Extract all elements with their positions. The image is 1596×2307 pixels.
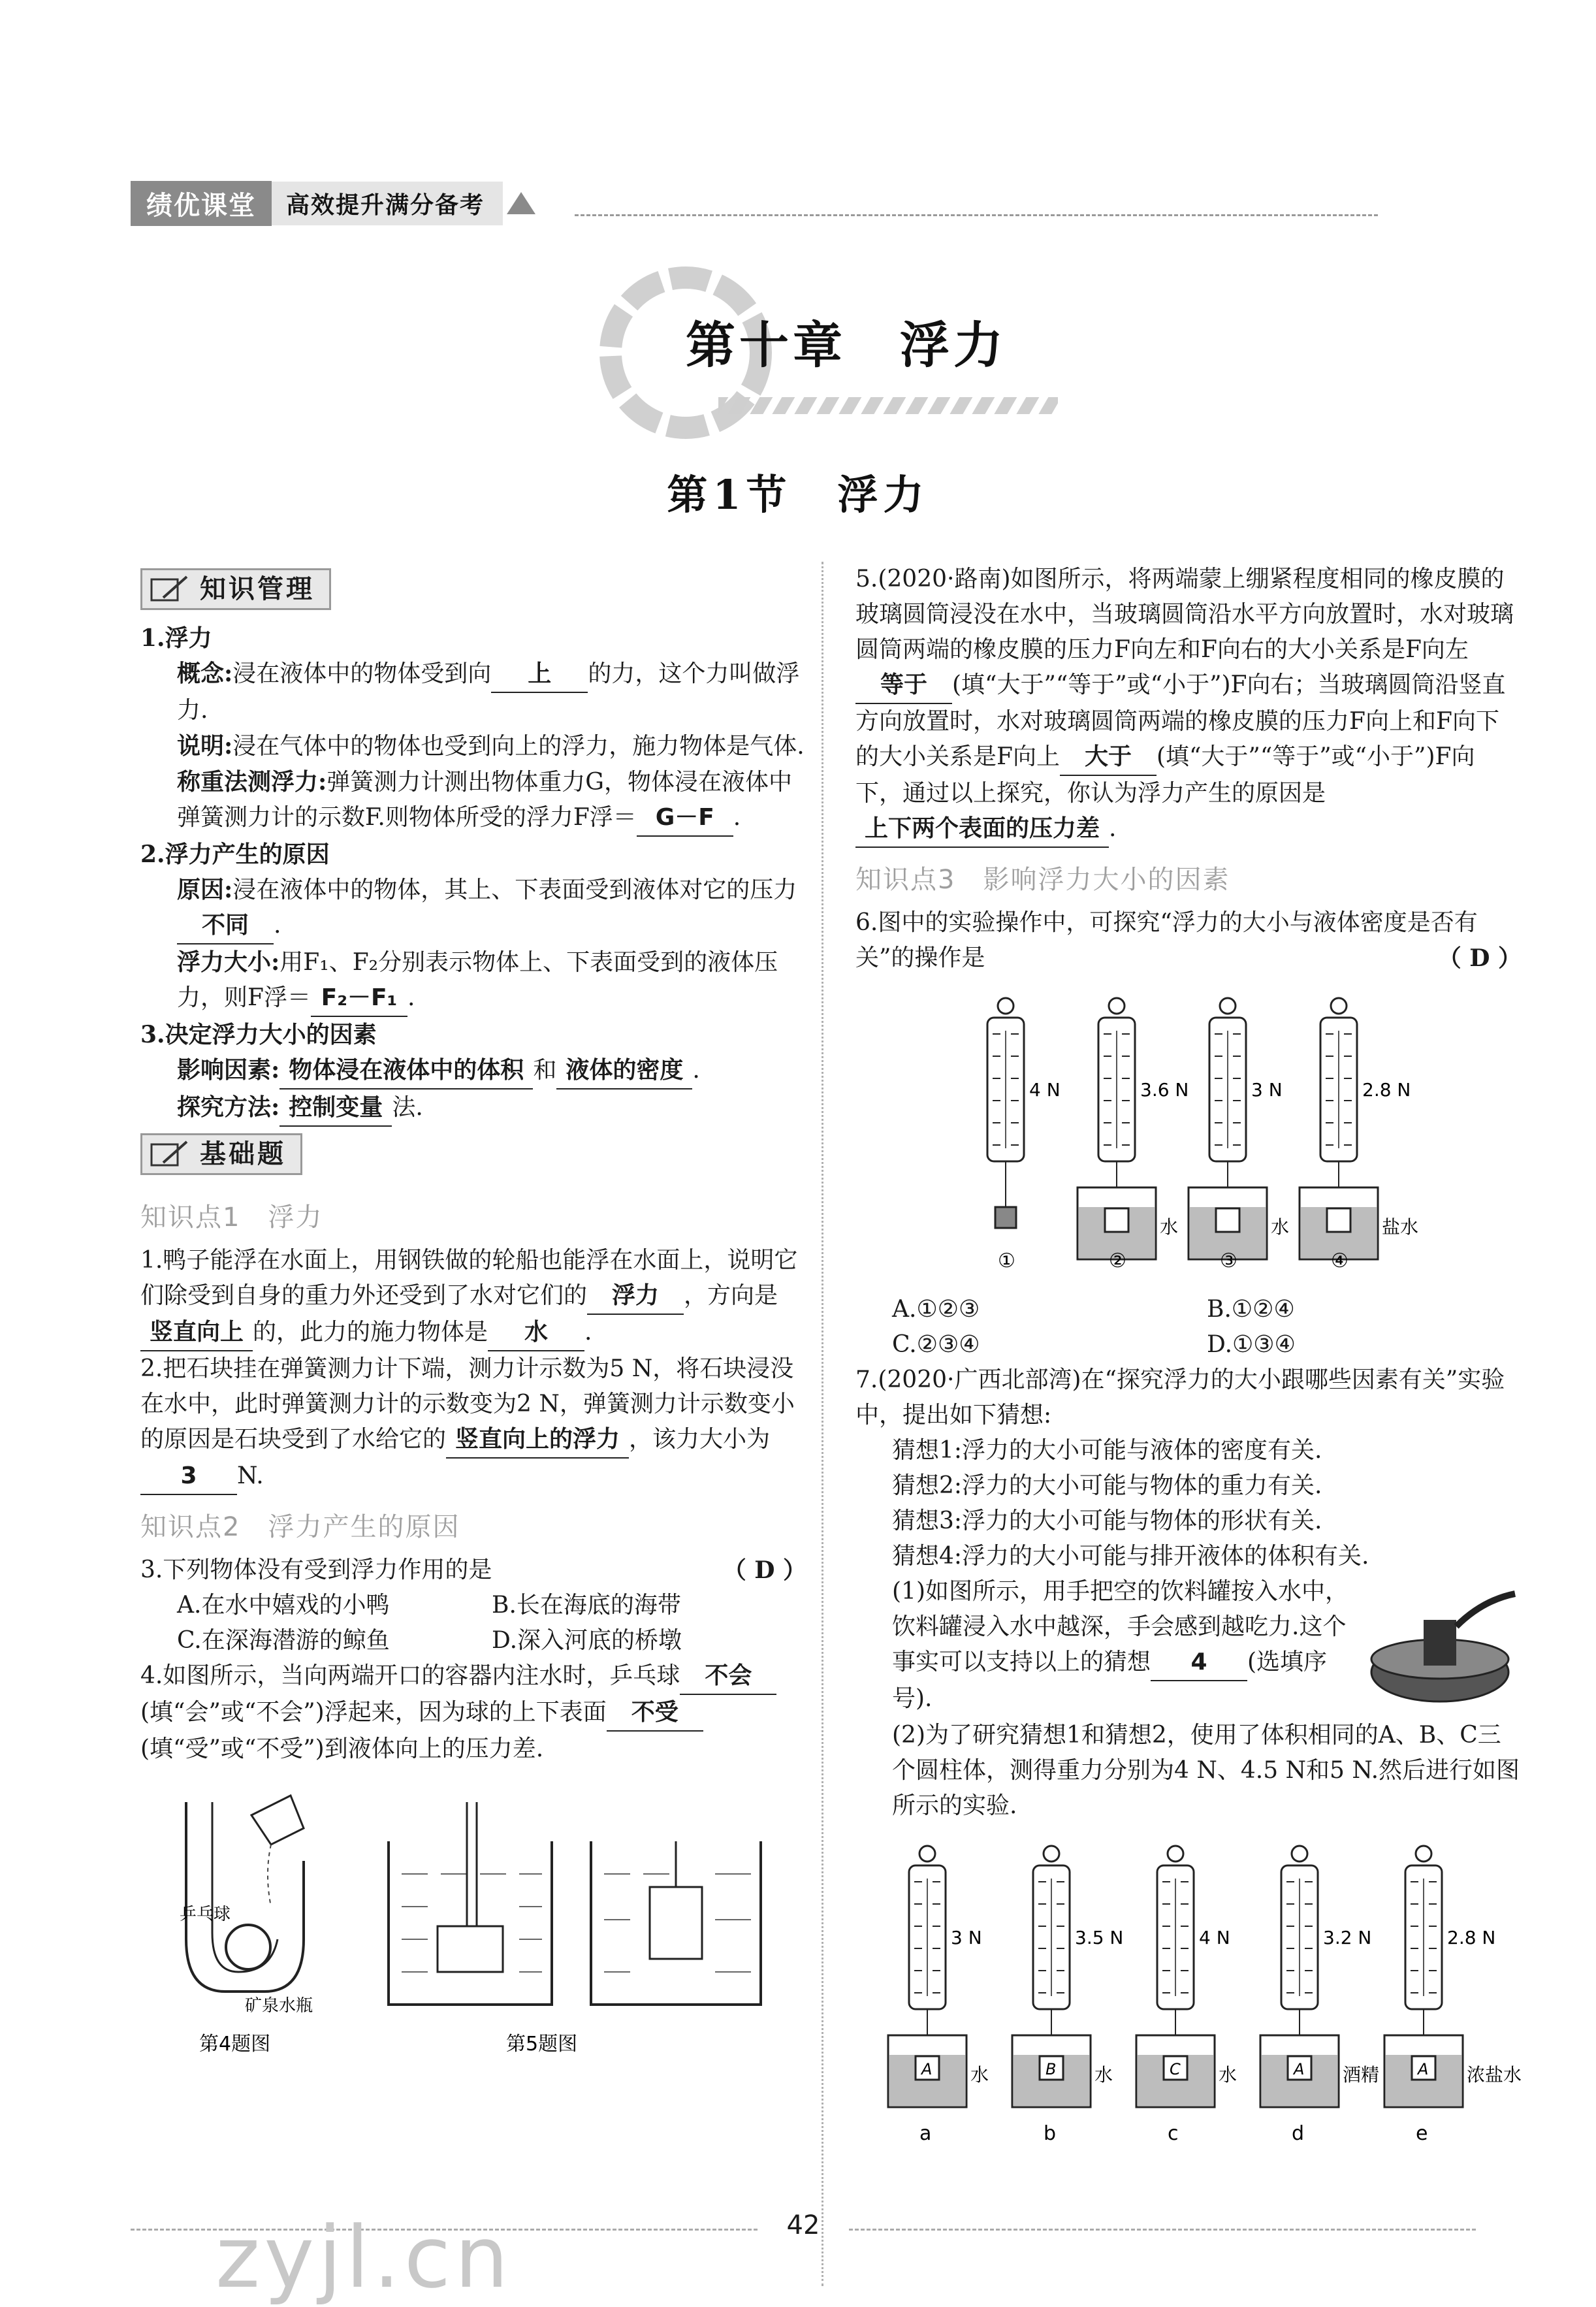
chapter-title: 第十章 浮力 bbox=[686, 316, 1007, 374]
k2-size bbox=[140, 944, 806, 1017]
scale-hook-icon bbox=[1331, 998, 1347, 1014]
figure-5-caption: 第5题图 bbox=[506, 2033, 578, 2056]
scale-reading: 2.8 N bbox=[1447, 1927, 1496, 1948]
question-4 bbox=[140, 1658, 806, 1767]
basic-questions-label: 基础题 bbox=[200, 1139, 286, 1169]
scale-hook-icon bbox=[1220, 998, 1236, 1014]
factor-mid: 和 bbox=[533, 1057, 557, 1084]
note-label: 说明: bbox=[177, 732, 233, 760]
option-b: B.长在海底的海带 bbox=[492, 1592, 681, 1619]
section-title: 第1节 浮力 bbox=[667, 471, 929, 519]
column-divider bbox=[822, 562, 823, 2286]
setup-label: c bbox=[1168, 2122, 1179, 2145]
q2-text: ，该力大小为 bbox=[629, 1426, 771, 1453]
answer-blank: 物体浸在液体中的体积 bbox=[279, 1053, 533, 1089]
q3-options bbox=[140, 1588, 806, 1658]
scale-hook-icon bbox=[1044, 1846, 1059, 1862]
page-number: 42 bbox=[786, 2210, 820, 2240]
method-label: 探究方法: bbox=[177, 1093, 280, 1121]
q1-text: ，方向是 bbox=[684, 1282, 778, 1309]
figure-7-svg bbox=[855, 1833, 1522, 2159]
scale-hook-icon bbox=[1292, 1846, 1307, 1862]
block-label: A bbox=[1294, 2060, 1305, 2078]
q6-spring-scales bbox=[987, 998, 1418, 1272]
setup-label: ③ bbox=[1220, 1250, 1237, 1272]
scale-reading: 3.2 N bbox=[1323, 1927, 1372, 1948]
k2-cause bbox=[140, 872, 806, 944]
method-end: 法. bbox=[392, 1094, 423, 1121]
factor-end: . bbox=[692, 1057, 700, 1084]
scale-reading: 3 N bbox=[1251, 1079, 1283, 1101]
option-a: A.①②③ bbox=[892, 1296, 980, 1323]
series-tagline: 高效提升满分备考 bbox=[272, 182, 503, 225]
pen-notebook-icon bbox=[149, 1139, 191, 1169]
q5-text: (填“大于”“等于”或“小于”)F向下，通过以上探究，你认为浮力产生的原因是 bbox=[855, 743, 1475, 807]
bottle-label: 矿泉水瓶 bbox=[245, 1996, 313, 2016]
ball-label: 乒乓球 bbox=[180, 1905, 231, 1924]
q5-end: . bbox=[1109, 815, 1117, 842]
concept-text-end: 的力，这个力叫做浮力. bbox=[177, 660, 800, 724]
answer-blank: 不受 bbox=[607, 1695, 703, 1732]
q3-answer: （ D ） bbox=[722, 1557, 806, 1584]
size-text: 用F₁、F₂分别表示物体上、下表面受到的液体压力，则F浮＝ bbox=[177, 949, 778, 1011]
q1-text: 1.鸭子能浮在水面上，用钢铁做的轮船也能浮在水面上，说明它们除受到自身的重力外还受到了水对它们的 bbox=[140, 1247, 798, 1309]
option-d: D.①③④ bbox=[1207, 1331, 1296, 1358]
setup-label: ② bbox=[1109, 1250, 1126, 1272]
setup-label: b bbox=[1044, 2122, 1057, 2145]
stripe-decoration-icon bbox=[718, 392, 1058, 418]
q2-end: N. bbox=[237, 1462, 264, 1489]
factor-label: 影响因素: bbox=[177, 1056, 280, 1084]
cause-end: . bbox=[274, 912, 281, 939]
q7-p1-end: (选填序号). bbox=[892, 1649, 1328, 1712]
answer-blank: 竖直向上的浮力 bbox=[446, 1422, 629, 1459]
setup-label: a bbox=[919, 2122, 932, 2145]
liquid-label: 水 bbox=[1094, 2064, 1113, 2086]
weigh-label: 称重法测浮力: bbox=[177, 768, 327, 796]
q4-text: (填“会”或“不会”)浮起来，因为球的上下表面 bbox=[140, 1699, 607, 1726]
cause-label: 原因: bbox=[177, 876, 233, 903]
option-d: D.深入河底的桥墩 bbox=[492, 1627, 682, 1654]
k1-weigh bbox=[140, 764, 806, 837]
block-label: A bbox=[921, 2060, 933, 2078]
header-rule bbox=[575, 214, 1378, 216]
figure-6-svg bbox=[855, 985, 1508, 1272]
answer-blank: 水 bbox=[488, 1315, 584, 1351]
k1-note bbox=[140, 728, 806, 764]
question-2 bbox=[140, 1351, 806, 1495]
series-name: 绩优课堂 bbox=[131, 181, 272, 226]
knowledge-point-2: 知识点2 浮力产生的原因 bbox=[140, 1512, 460, 1542]
q4-text: 4.如图所示，当向两端开口的容器内注水时，乒乓球 bbox=[140, 1662, 680, 1689]
q6-stem: 6.图中的实验操作中，可探究“浮力的大小与液体密度是否有关”的操作是 bbox=[855, 909, 1478, 971]
answer-blank: 控制变量 bbox=[279, 1090, 392, 1127]
size-label: 浮力大小: bbox=[177, 948, 280, 976]
scale-hook-icon bbox=[1416, 1846, 1431, 1862]
knowledge-point-3: 知识点3 影响浮力大小的因素 bbox=[855, 865, 1230, 895]
header-banner bbox=[131, 182, 535, 225]
liquid-label: 水 bbox=[1160, 1216, 1179, 1238]
weigh-text: 弹簧测力计测出物体重力G，物体浸在液体中弹簧测力计的示数F.则物体所受的浮力F浮＝ bbox=[177, 769, 793, 831]
scale-reading: 4 N bbox=[1029, 1079, 1061, 1101]
answer-blank: F₂－F₁ bbox=[311, 980, 407, 1017]
figure-4-caption: 第4题图 bbox=[199, 2033, 271, 2056]
watermark: zyjl.cn bbox=[215, 2208, 513, 2307]
q7-part2: (2)为了研究猜想1和猜想2，使用了体积相同的A、B、C三个圆柱体，测得重力分别为4 N、4.5 N和5 N.然后进行如图所示的实验. bbox=[892, 1722, 1520, 1819]
k2-title: 2.浮力产生的原因 bbox=[140, 841, 330, 868]
q6-options bbox=[855, 1292, 1522, 1363]
answer-blank: 浮力 bbox=[587, 1278, 684, 1315]
guess-1: 猜想1:浮力的大小可能与液体的密度有关. bbox=[892, 1437, 1322, 1464]
q4-end: (填“受”或“不受”)到液体向上的压力差. bbox=[140, 1735, 544, 1762]
q5-text: (填“大于”“等于”或“小于”)F向右；当玻璃圆筒沿竖直方向放置时，水对玻璃圆筒两端的橡皮膜的压力F向上和F向下的大小关系是F向上 bbox=[855, 671, 1506, 770]
liquid-label: 水 bbox=[1271, 1216, 1290, 1238]
block-label: C bbox=[1170, 2060, 1181, 2078]
left-column bbox=[140, 562, 806, 2076]
answer-blank: 4 bbox=[1151, 1645, 1247, 1681]
option-a: A.在水中嬉戏的小鸭 bbox=[177, 1592, 390, 1619]
knowledge-management-label: 知识管理 bbox=[200, 574, 315, 604]
guess-2: 猜想2:浮力的大小可能与物体的重力有关. bbox=[892, 1472, 1322, 1499]
cause-text: 浸在液体中的物体，其上、下表面受到液体对它的压力 bbox=[232, 877, 797, 903]
answer-blank: 竖直向上 bbox=[140, 1315, 253, 1351]
q5-text: 5.(2020·路南)如图所示，将两端蒙上绷紧程度相同的橡皮膜的玻璃圆筒浸没在水中，当玻璃圆筒沿水平方向放置时，水对玻璃圆筒两端的橡皮膜的压力F向左和F向右的大小关系是F向左 bbox=[855, 566, 1514, 663]
liquid-label: 水 bbox=[1219, 2064, 1237, 2086]
answer-blank: 不同 bbox=[177, 908, 274, 944]
question-7-stem: 7.(2020·广西北部湾)在“探究浮力的大小跟哪些因素有关”实验中，提出如下猜想: bbox=[855, 1366, 1505, 1428]
k3-method bbox=[140, 1089, 806, 1127]
setup-label: e bbox=[1416, 2122, 1428, 2145]
q7-part1-text bbox=[855, 1574, 1358, 1717]
answer-blank: 大于 bbox=[1060, 739, 1157, 776]
option-c: C.在深海潜游的鲸鱼 bbox=[177, 1627, 390, 1654]
figure-4-5-svg bbox=[140, 1776, 793, 2057]
knowledge-point-1: 知识点1 浮力 bbox=[140, 1202, 323, 1233]
question-1 bbox=[140, 1243, 806, 1351]
scale-hook-icon bbox=[998, 998, 1013, 1014]
q7-part1 bbox=[855, 1574, 1522, 1718]
weigh-end: . bbox=[733, 804, 741, 831]
concept-text: 浸在液体中的物体受到向 bbox=[232, 660, 492, 687]
answer-blank: G－F bbox=[637, 800, 733, 837]
block-label: A bbox=[1418, 2060, 1429, 2078]
q3-stem: 3.下列物体没有受到浮力作用的是 bbox=[140, 1557, 492, 1583]
size-end: . bbox=[407, 984, 415, 1011]
liquid-label: 酒精 bbox=[1343, 2064, 1380, 2086]
q1-end: . bbox=[584, 1319, 592, 1346]
k3-title: 3.决定浮力大小的因素 bbox=[140, 1021, 377, 1048]
test-block bbox=[1216, 1208, 1239, 1232]
figure-5-tube-diagram bbox=[389, 1802, 761, 2056]
answer-blank: 上下两个表面的压力差 bbox=[855, 811, 1109, 848]
test-block bbox=[1105, 1208, 1128, 1232]
figures-4-5 bbox=[140, 1776, 806, 2067]
liquid-label: 盐水 bbox=[1382, 1216, 1419, 1238]
setup-label: d bbox=[1292, 2122, 1305, 2145]
figure-7 bbox=[855, 1833, 1522, 2170]
right-column bbox=[855, 562, 1522, 2179]
block-label: B bbox=[1045, 2060, 1057, 2078]
k1-concept bbox=[140, 656, 806, 728]
answer-blank: 等于 bbox=[855, 668, 952, 704]
scale-hook-icon bbox=[1168, 1846, 1183, 1862]
q7-spring-scales bbox=[888, 1846, 1522, 2145]
option-c: C.②③④ bbox=[892, 1331, 980, 1358]
guess-3: 猜想3:浮力的大小可能与物体的形状有关. bbox=[892, 1508, 1322, 1534]
answer-blank: 液体的密度 bbox=[556, 1053, 692, 1089]
knowledge-management-header bbox=[140, 568, 331, 610]
liquid-label: 水 bbox=[970, 2064, 989, 2086]
test-block bbox=[995, 1207, 1016, 1228]
setup-label: ① bbox=[998, 1250, 1015, 1272]
k3-factor bbox=[140, 1052, 806, 1089]
k1-title: 1.浮力 bbox=[140, 624, 212, 652]
scale-reading: 3 N bbox=[951, 1927, 982, 1948]
answer-blank: 3 bbox=[140, 1459, 237, 1495]
note-text: 浸在气体中的物体也受到向上的浮力，施力物体是气体. bbox=[232, 733, 805, 760]
q7-p1-text: (1)如图所示，用手把空的饮料罐按入水中，饮料罐浸入水中越深，手会感到越吃力.这个事实可以支持以上的猜想 bbox=[892, 1578, 1349, 1675]
scale-reading: 2.8 N bbox=[1362, 1079, 1411, 1101]
q1-text: 的，此力的施力物体是 bbox=[253, 1319, 488, 1346]
pen-notebook-icon bbox=[149, 574, 191, 604]
option-b: B.①②④ bbox=[1207, 1296, 1295, 1323]
basic-questions-header bbox=[140, 1133, 302, 1175]
q6-answer: （ D ） bbox=[1437, 944, 1522, 972]
guess-4: 猜想4:浮力的大小可能与排开液体的体积有关. bbox=[892, 1543, 1369, 1570]
footer-rule-right bbox=[849, 2229, 1476, 2231]
figure-4-bottle-diagram bbox=[180, 1796, 313, 2056]
test-block bbox=[1327, 1208, 1350, 1232]
setup-label: ④ bbox=[1331, 1250, 1349, 1272]
question-5 bbox=[855, 562, 1522, 848]
can-in-water-illustration bbox=[1358, 1574, 1522, 1718]
answer-blank: 不会 bbox=[680, 1658, 776, 1695]
figure-6 bbox=[855, 985, 1522, 1283]
q2-text: 2.把石块挂在弹簧测力计下端，测力计示数为5 N，将石块浸没在水中，此时弹簧测力计的示数变为2 N，弹簧测力计示数变小的原因是石块受到了水给它的 bbox=[140, 1355, 795, 1453]
triangle-icon bbox=[507, 192, 535, 214]
scale-reading: 3.6 N bbox=[1140, 1079, 1189, 1101]
concept-label: 概念: bbox=[177, 660, 233, 687]
question-6 bbox=[855, 905, 1522, 976]
scale-hook-icon bbox=[1109, 998, 1125, 1014]
scale-hook-icon bbox=[919, 1846, 935, 1862]
liquid-label: 浓盐水 bbox=[1467, 2064, 1522, 2086]
answer-blank: 上 bbox=[491, 656, 588, 693]
scale-reading: 3.5 N bbox=[1075, 1927, 1124, 1948]
question-3 bbox=[140, 1553, 806, 1588]
scale-reading: 4 N bbox=[1199, 1927, 1230, 1948]
